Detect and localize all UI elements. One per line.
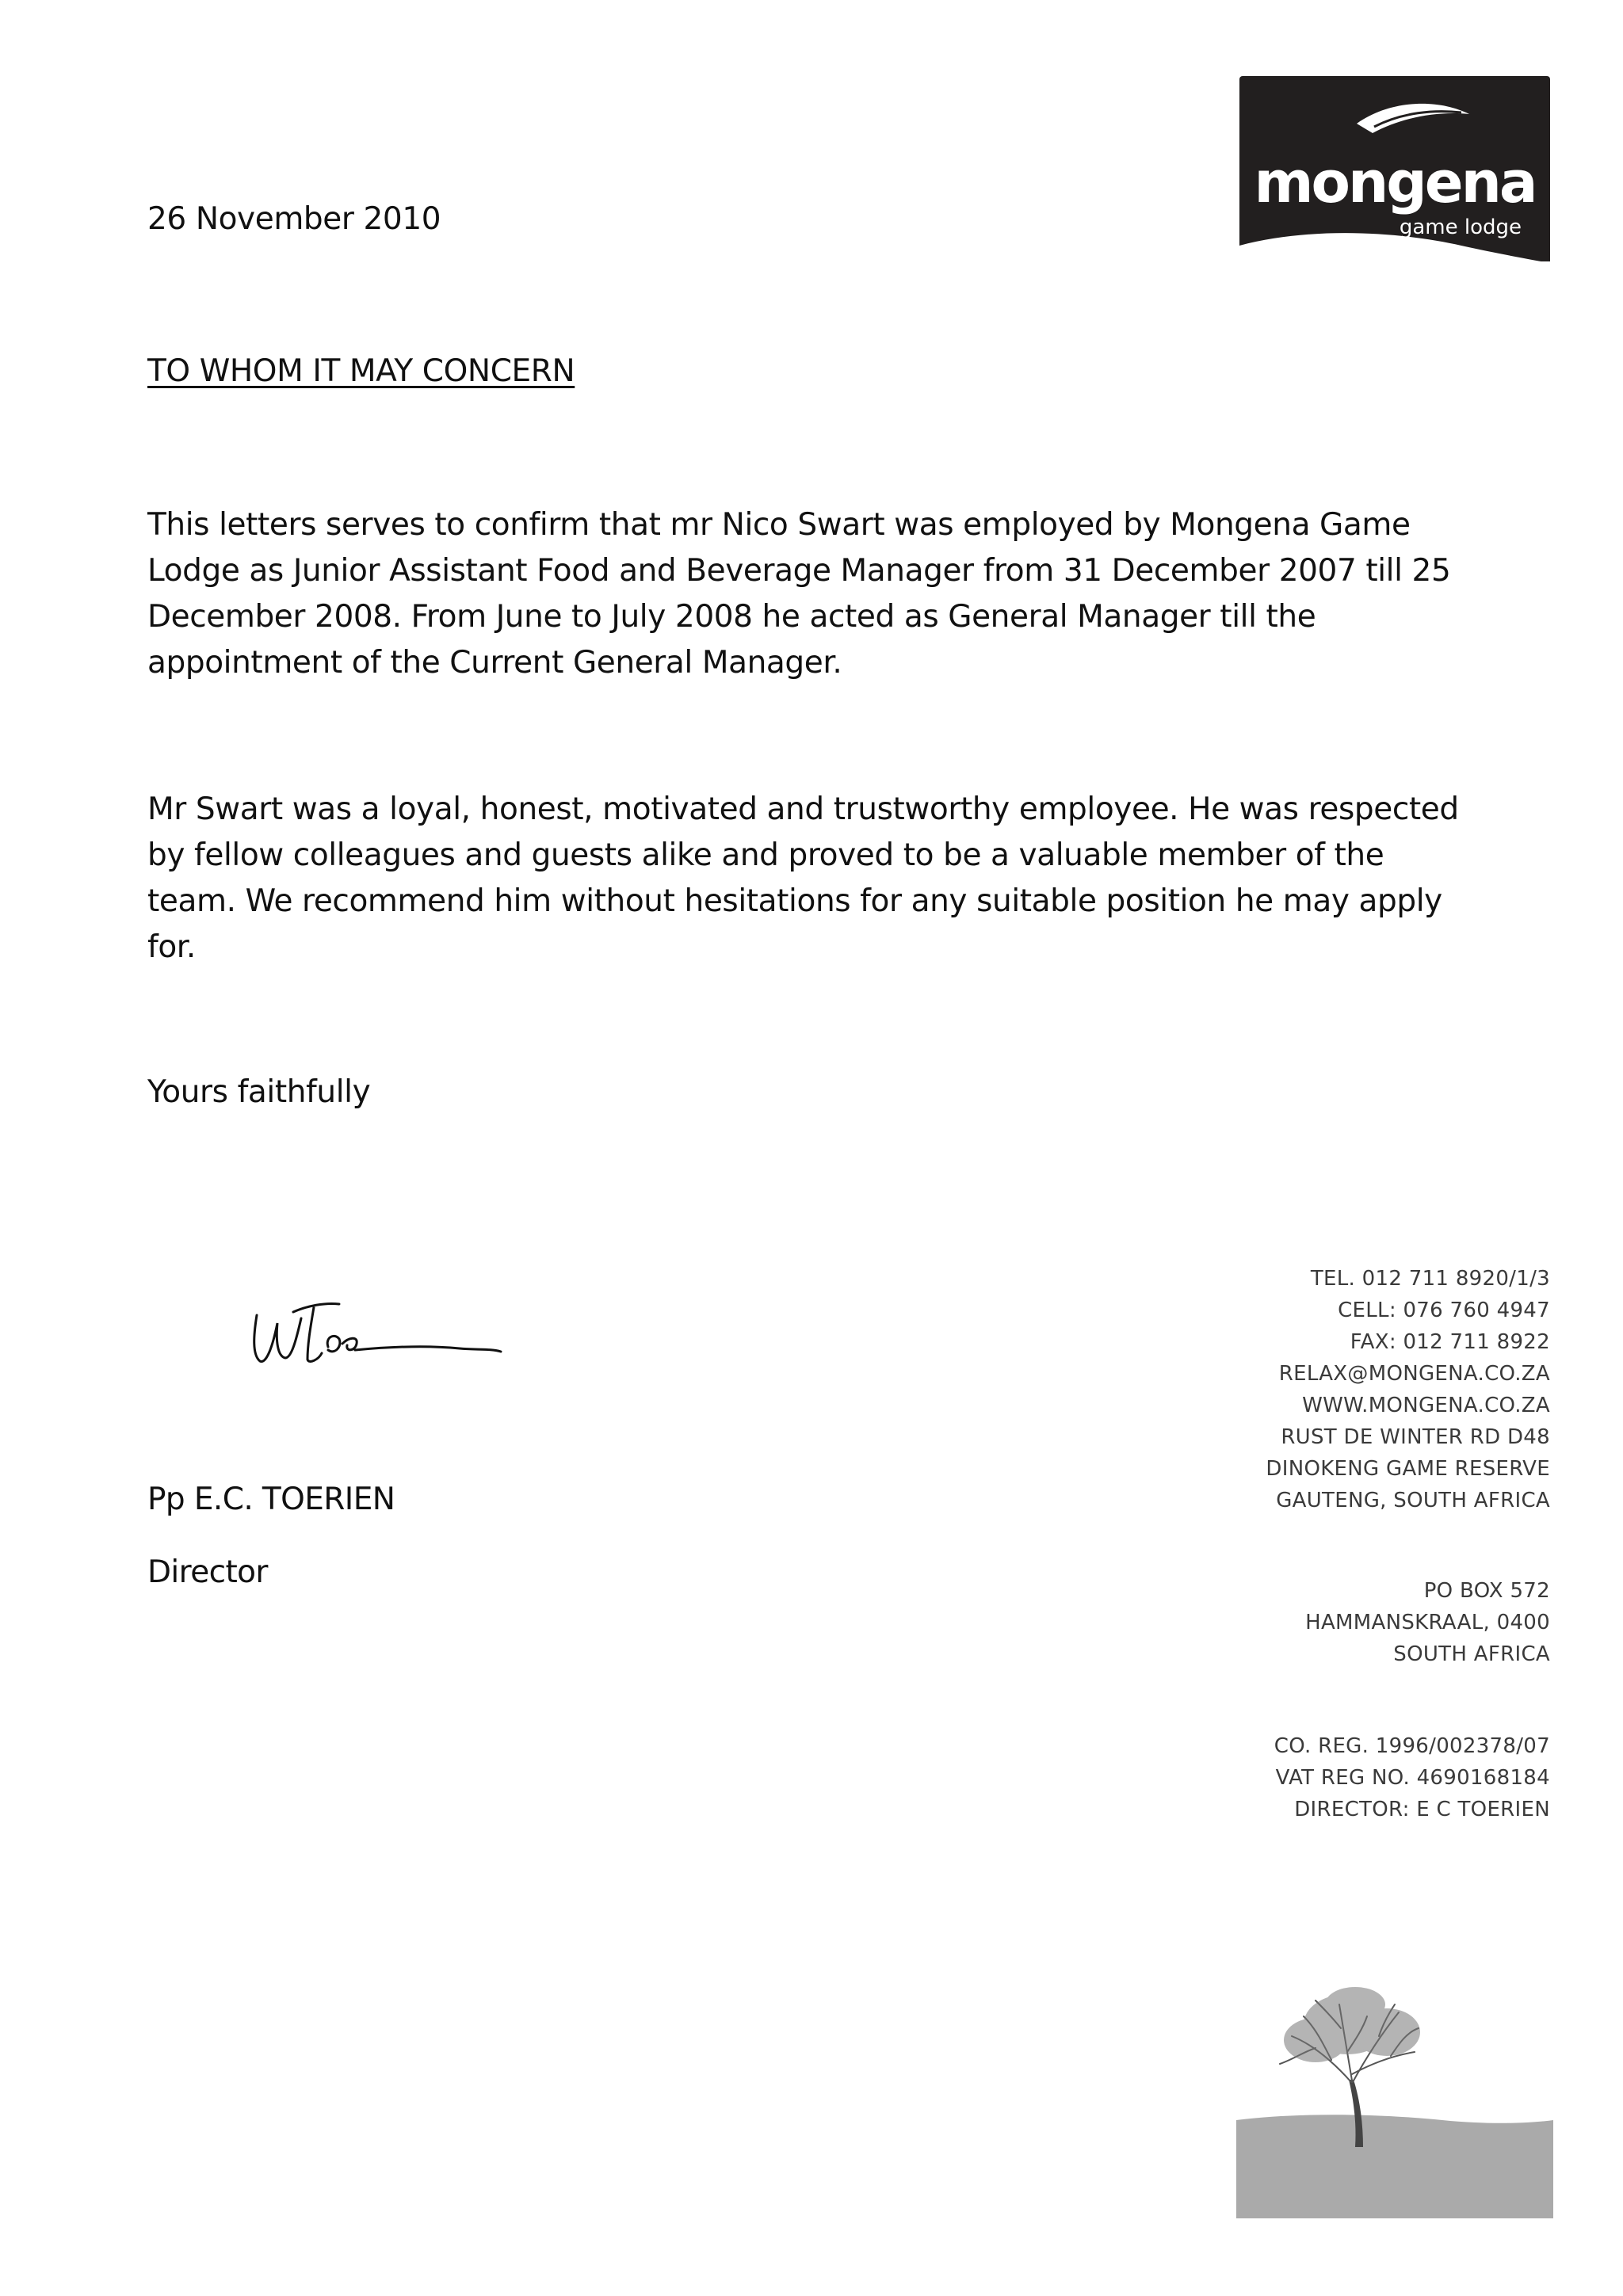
tree-illustration <box>1236 1981 1553 2218</box>
ground-shape <box>1236 2115 1553 2218</box>
fax-line: FAX: 012 711 8922 <box>1350 1330 1550 1354</box>
text-line: team. We recommend him without hesitations for any suitable position he may apply <box>147 883 1442 919</box>
registration-line: VAT REG NO. 4690168184 <box>1275 1766 1550 1790</box>
letter-closing: Yours faithfully <box>147 1074 371 1110</box>
text-line: December 2008. From June to July 2008 he acted as General Manager till the <box>147 599 1316 635</box>
email-line: RELAX@MONGENA.CO.ZA <box>1278 1362 1550 1386</box>
contact-details <box>1266 1263 1550 1516</box>
company-logo <box>1239 76 1550 261</box>
text-line: Mr Swart was a loyal, honest, motivated and trustworthy employee. He was respected <box>147 791 1459 827</box>
letter-date: 26 November 2010 <box>147 201 441 237</box>
text-line: by fellow colleagues and guests alike and proved to be a valuable member of the <box>147 837 1384 873</box>
registration-details <box>1274 1730 1550 1825</box>
tree-foliage <box>1284 1987 1420 2062</box>
logo-tagline: game lodge <box>1399 215 1522 239</box>
paragraph-employment <box>147 502 1450 686</box>
logo-wordmark: mongena <box>1254 149 1536 215</box>
phone-line: TEL. 012 711 8920/1/3 <box>1310 1267 1550 1291</box>
signatory-title: Director <box>147 1554 268 1590</box>
registration-line: DIRECTOR: E C TOERIEN <box>1294 1798 1550 1821</box>
registration-line: CO. REG. 1996/002378/07 <box>1274 1734 1550 1758</box>
address-line: GAUTENG, SOUTH AFRICA <box>1276 1489 1550 1512</box>
text-line: Lodge as Junior Assistant Food and Beverage Manager from 31 December 2007 till 25 <box>147 553 1451 589</box>
address-line: SOUTH AFRICA <box>1393 1642 1550 1666</box>
address-line: HAMMANSKRAAL, 0400 <box>1305 1611 1550 1634</box>
address-line: DINOKENG GAME RESERVE <box>1266 1457 1550 1481</box>
paragraph-recommendation <box>147 787 1459 971</box>
address-line: PO BOX 572 <box>1423 1579 1550 1603</box>
text-line: This letters serves to confirm that mr Nico Swart was employed by Mongena Game <box>147 507 1411 543</box>
cell-line: CELL: 076 760 4947 <box>1338 1299 1550 1322</box>
website-line: WWW.MONGENA.CO.ZA <box>1302 1394 1550 1417</box>
handwritten-signature <box>246 1291 507 1379</box>
signatory-name: Pp E.C. TOERIEN <box>147 1482 395 1517</box>
postal-address <box>1305 1575 1550 1670</box>
address-line: RUST DE WINTER RD D48 <box>1281 1425 1550 1449</box>
text-line: appointment of the Current General Manager. <box>147 645 842 681</box>
text-line: for. <box>147 929 196 965</box>
letter-heading: TO WHOM IT MAY CONCERN <box>147 353 575 389</box>
